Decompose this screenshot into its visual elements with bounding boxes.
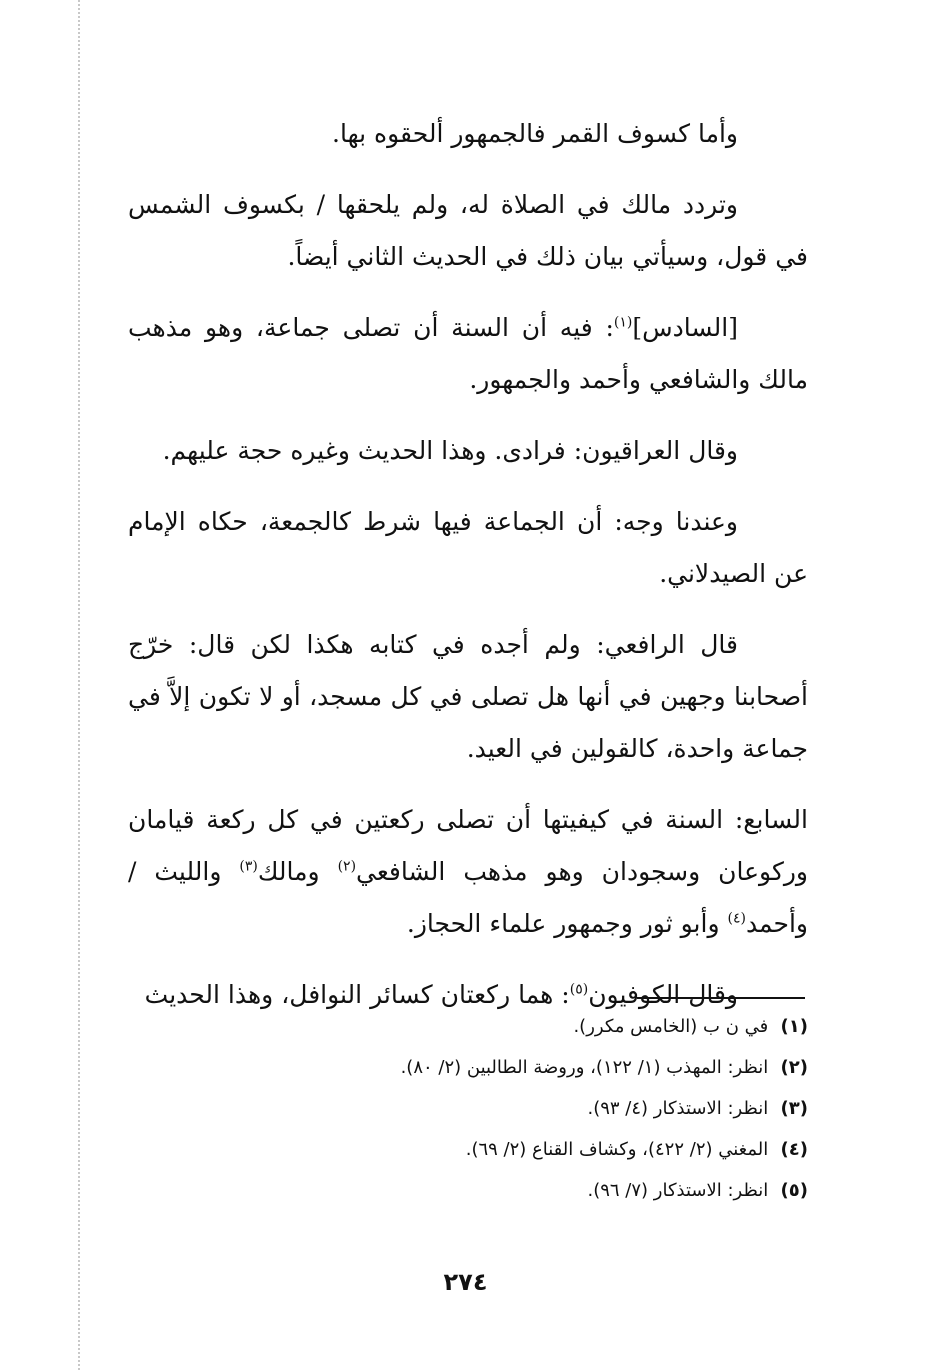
footnote-number: (٥) (780, 1180, 808, 1201)
footnote-ref-5: (٥) (569, 981, 589, 998)
paragraph-line: : هما ركعتان كسائر النوافل، وهذا الحديث (144, 980, 570, 1009)
body-text (128, 108, 808, 1021)
paragraph-line: وأما كسوف القمر فالجمهور ألحقوه بها. (332, 119, 738, 148)
footnote-item (128, 1135, 808, 1165)
paragraph-line: وتردد مالك في الصلاة له، ولم يلحقها / بكسوف الشمس في (128, 190, 808, 271)
footnotes (128, 1012, 808, 1217)
paragraph-6 (128, 619, 808, 775)
page-number: ٢٧٤ (443, 1268, 488, 1296)
footnote-number: (٣) (780, 1098, 808, 1119)
paragraph-line: أصحابنا وجهين في أنها هل تصلى في كل مسجد، أو لا تكون إلاَّ (169, 682, 808, 711)
footnote-item (128, 1176, 808, 1206)
footnote-item (128, 1053, 808, 1083)
footnote-text: انظر: المهذب (١/ ١٢٢)، وروضة الطالبين (٢/ ٨٠). (400, 1057, 769, 1078)
section-heading-seventh: السابع: السنة في كيفيتها أن تصلى ركعتين في كل ركعة قيامان (128, 805, 808, 834)
section-heading-sixth: [السادس] (632, 313, 738, 342)
paragraph-line: وركوعان وسجودان وهو مذهب الشافعي (356, 857, 808, 886)
paragraph-line: عن الصيدلاني. (659, 559, 808, 588)
footnote-item (128, 1094, 808, 1124)
footnote-ref-3: (٣) (239, 858, 258, 875)
paragraph-2 (128, 179, 808, 283)
footnote-text: انظر: الاستذكار (٤/ ٩٣). (587, 1098, 769, 1119)
paragraph-line: وأبو ثور وجمهور علماء الحجاز. (406, 909, 728, 938)
footnote-number: (٢) (780, 1057, 808, 1078)
paragraph-line: وعندنا وجه: أن الجماعة فيها شرط كالجمعة، حكاه الإمام (128, 507, 738, 536)
footnote-item (128, 1012, 808, 1042)
paragraph-3 (128, 302, 808, 406)
paragraph-7 (128, 794, 808, 950)
paragraph-line: والليث / (128, 857, 240, 886)
paragraph-line: وقال العراقيون: فرادى. وهذا الحديث وغيره حجة عليهم. (162, 436, 738, 465)
footnote-text: المغني (٢/ ٤٢٢)، وكشاف القناع (٢/ ٦٩). (465, 1139, 769, 1160)
paragraph-line: مالك والشافعي وأحمد والجمهور. (469, 365, 808, 394)
paragraph-5 (128, 496, 808, 600)
paragraph-line: قال الرافعي: ولم أجده في كتابه هكذا لكن قال: خرّج (128, 630, 738, 659)
paragraph-1 (128, 108, 808, 160)
paragraph-line: ومالك (257, 857, 338, 886)
footnote-ref-1: (١) (613, 314, 633, 331)
footnote-ref-4: (٤) (727, 910, 746, 927)
footnote-ref-2: (٢) (337, 858, 357, 875)
footnote-text: في ن ب (الخامس مكرر). (573, 1016, 769, 1037)
scan-margin-dotted-line (78, 0, 80, 1370)
footnote-number: (٤) (780, 1139, 808, 1160)
footnote-number: (١) (780, 1016, 808, 1037)
footnote-separator (637, 997, 805, 999)
paragraph-line: وقال الكوفيون (588, 980, 738, 1009)
paragraph-4 (128, 425, 808, 477)
footnote-text: انظر: الاستذكار (٧/ ٩٦). (587, 1180, 769, 1201)
paragraph-line: : فيه أن السنة أن تصلى جماعة، وهو مذهب (128, 313, 614, 342)
paragraph-line: وأحمد (745, 909, 808, 938)
paragraph-line: قول، وسيأتي بيان ذلك في الحديث الثاني أيضاً. (287, 242, 768, 271)
paragraph-line: في جماعة واحدة، كالقولين في العيد. (128, 682, 808, 763)
